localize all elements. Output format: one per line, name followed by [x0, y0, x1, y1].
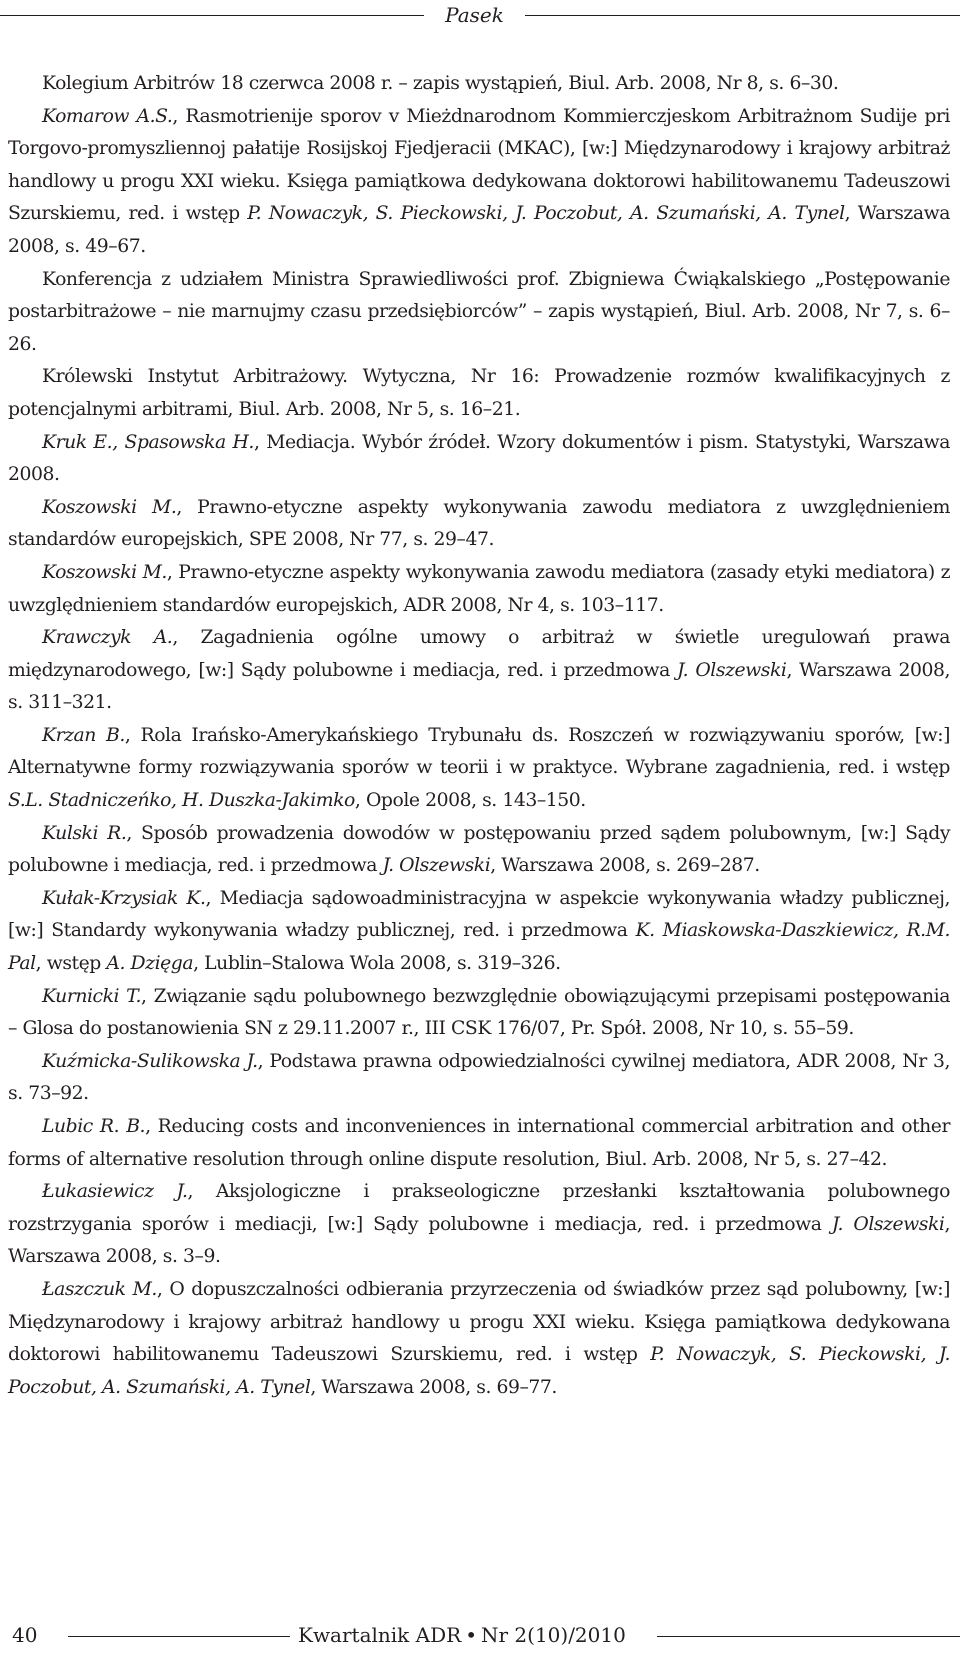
author-name: P. Nowaczyk, S. Pieckowski, J. Poczobut, A. Szumański, A. Tynel — [8, 1344, 950, 1398]
entry-text: , Sposób prowadzenia dowodów w postępowaniu przed sądem polubownym, [w:] Sądy polubowne i mediacja, red. i przedmowa — [8, 822, 951, 877]
entry-text: , Zagadnienia ogólne umowy o arbitraż w świetle uregulowań prawa międzynarodowego, [w:] Sądy polubowne i mediacja, red. i przedmowa — [8, 627, 950, 681]
entry-text: , Aksjologiczne i prakseologiczne przesłanki kształtowania polubownego rozstrzygania sporów i mediacji, [w:] Sądy polubowne i mediacja, red. i przedmowa — [8, 1181, 950, 1235]
entry-text: , Mediacja sądowoadministracyjna w aspekcie wykonywania władzy publicznej, [w:] Standardy wykonywania władzy publicznej, red. i przedmowa — [8, 887, 950, 942]
header-rule-left — [0, 15, 424, 16]
author-name: Kułak-Krzysiak K. — [42, 887, 206, 909]
footer-rule-left — [68, 1636, 290, 1637]
author-name: J. Olszewski — [831, 1213, 945, 1235]
entry-text: , Warszawa 2008, s. 311–321. — [8, 659, 951, 714]
bibliography-entry — [8, 720, 950, 818]
bibliography-entry — [8, 818, 950, 883]
running-header-title: Pasek — [445, 3, 504, 27]
author-name: Łukasiewicz J. — [42, 1181, 188, 1203]
entry-text: , Opole 2008, s. 143–150. — [354, 790, 586, 812]
journal-issue — [298, 1620, 626, 1650]
bibliography-entry — [8, 68, 950, 101]
bibliography-entry — [8, 1046, 950, 1111]
entry-text: Królewski Instytut Arbitrażowy. Wytyczna, Nr 16: Prowadzenie rozmów kwalifikacyjnych z potencjalnymi arbitrami, Biul. Arb. 2008, Nr 5, s. 16–21. — [8, 366, 950, 420]
author-name: Komarow A.S. — [42, 105, 173, 127]
entry-text: , Warszawa 2008, s. 69–77. — [310, 1376, 557, 1398]
header-rule-right — [525, 15, 960, 16]
author-name: A. Dzięga — [106, 953, 194, 975]
bibliography-list — [8, 68, 950, 1404]
author-name: Koszowski M. — [42, 561, 167, 583]
author-name: Kuźmicka-Sulikowska J. — [42, 1050, 258, 1072]
journal-name: Kwartalnik ADR — [298, 1623, 462, 1647]
entry-text: , Reducing costs and inconveniences in international commercial arbitration and other forms of alternative resolution through online dispute resolution, Biul. Arb. 2008, Nr 5, s. 27–42. — [8, 1116, 951, 1170]
entry-text: , Związanie sądu polubownego bezwzględnie obowiązującymi przepisami postępowania – Glosa do postanowienia SN z 29.11.2007 r., III CSK 176/07, Pr. Spół. 2008, Nr 10, s. 55–59. — [8, 985, 950, 1040]
bibliography-entry — [8, 264, 950, 362]
entry-text: , Rasmotrienije sporov v Mieżdnarodnom Kommierczjeskom Arbitrażnom Sudije pri Torgovo-promyszliennoj pałatije Rosijskoj Fjedjeracii (MKAC), [w:] Międzynarodowy i krajowy arbitraż handlowy u progu XXI wieku. Księga pamiątkowa dedykowana doktorowi habilitowanemu Tadeuszowi Szurskiemu, red. i wstęp — [8, 105, 950, 225]
author-name: Krzan B. — [42, 724, 125, 746]
bibliography-entry — [8, 1274, 950, 1404]
bibliography-entry — [8, 101, 950, 264]
bibliography-entry — [8, 1111, 950, 1176]
author-name: S.L. Stadniczeńko, H. Duszka-Jakimko — [8, 790, 355, 812]
entry-text: , Mediacja. Wybór źródeł. Wzory dokumentów i pism. Statystyki, Warszawa 2008. — [8, 431, 950, 486]
author-name: Lubic R. B. — [42, 1116, 146, 1137]
bibliography-entry — [8, 557, 950, 622]
entry-text: , Rola Irańsko-Amerykańskiego Trybunału ds. Roszczeń w rozwiązywaniu sporów, [w:] Alternatywne formy rozwiązywania sporów w teorii i w praktyce. Wybrane zagadnienia, red. i wstęp — [8, 724, 950, 779]
page-footer — [0, 1620, 960, 1650]
bullet-separator: • — [465, 1623, 477, 1647]
entry-text: , Warszawa 2008, s. 269–287. — [490, 855, 760, 877]
author-name: J. Olszewski — [382, 855, 491, 877]
bibliography-entry — [8, 622, 950, 720]
entry-text: , Podstawa prawna odpowiedzialności cywilnej mediatora, ADR 2008, Nr 3, s. 73–92. — [8, 1050, 950, 1105]
author-name: Koszowski M. — [42, 496, 177, 518]
author-name: J. Olszewski — [677, 659, 787, 681]
entry-text: , Lublin–Stalowa Wola 2008, s. 319–326. — [193, 953, 561, 975]
issue-number: Nr 2(10)/2010 — [481, 1623, 626, 1647]
entry-text: , Warszawa 2008, s. 3–9. — [8, 1213, 951, 1268]
page-number: 40 — [12, 1623, 38, 1647]
entry-text: , Prawno-etyczne aspekty wykonywania zawodu mediatora (zasady etyki mediatora) z uwzględnieniem standardów europejskich, ADR 2008, Nr 4, s. 103–117. — [8, 561, 951, 616]
bibliography-entry — [8, 361, 950, 426]
bibliography-entry — [8, 1176, 950, 1274]
author-name: K. Miaskowska-Daszkiewicz, R.M. Pal — [8, 920, 950, 975]
entry-text: , Prawno-etyczne aspekty wykonywania zawodu mediatora z uwzględnieniem standardów europejskich, SPE 2008, Nr 77, s. 29–47. — [8, 496, 950, 551]
entry-text: Konferencja z udziałem Ministra Sprawiedliwości prof. Zbigniewa Ćwiąkalskiego „Postępowanie postarbitrażowe – nie marnujmy czasu przedsiębiorców” – zapis wystąpień, Biul. Arb. 2008, Nr 7, s. 6–26. — [8, 268, 950, 355]
bibliography-entry — [8, 981, 950, 1046]
entry-text: , wstęp — [35, 953, 107, 975]
bibliography-entry — [8, 492, 950, 557]
bibliography-entry — [8, 427, 950, 492]
bibliography-entry — [8, 883, 950, 981]
entry-text: Kolegium Arbitrów 18 czerwca 2008 r. – zapis wystąpień, Biul. Arb. 2008, Nr 8, s. 6–30. — [42, 73, 839, 94]
author-name: Krawczyk A. — [42, 627, 173, 649]
footer-rule-right — [657, 1636, 960, 1637]
entry-text: , Warszawa 2008, s. 49–67. — [8, 203, 951, 257]
author-name: Łaszczuk M. — [42, 1278, 157, 1300]
author-name: Kruk E., Spasowska H. — [42, 431, 254, 453]
entry-text: , O dopuszczalności odbierania przyrzeczenia od świadków przez sąd polubowny, [w:] Międzynarodowy i krajowy arbitraż handlowy u progu XXI wieku. Księga pamiątkowa dedykowana doktorowi habilitowanemu Tadeuszowi Szurskiemu, red. i wstęp — [8, 1278, 950, 1366]
author-name: Kurnicki T. — [42, 985, 141, 1007]
author-name: P. Nowaczyk, S. Pieckowski, J. Poczobut, A. Szumański, A. Tynel — [247, 203, 845, 225]
author-name: Kulski R. — [42, 822, 127, 844]
running-header — [0, 0, 960, 34]
